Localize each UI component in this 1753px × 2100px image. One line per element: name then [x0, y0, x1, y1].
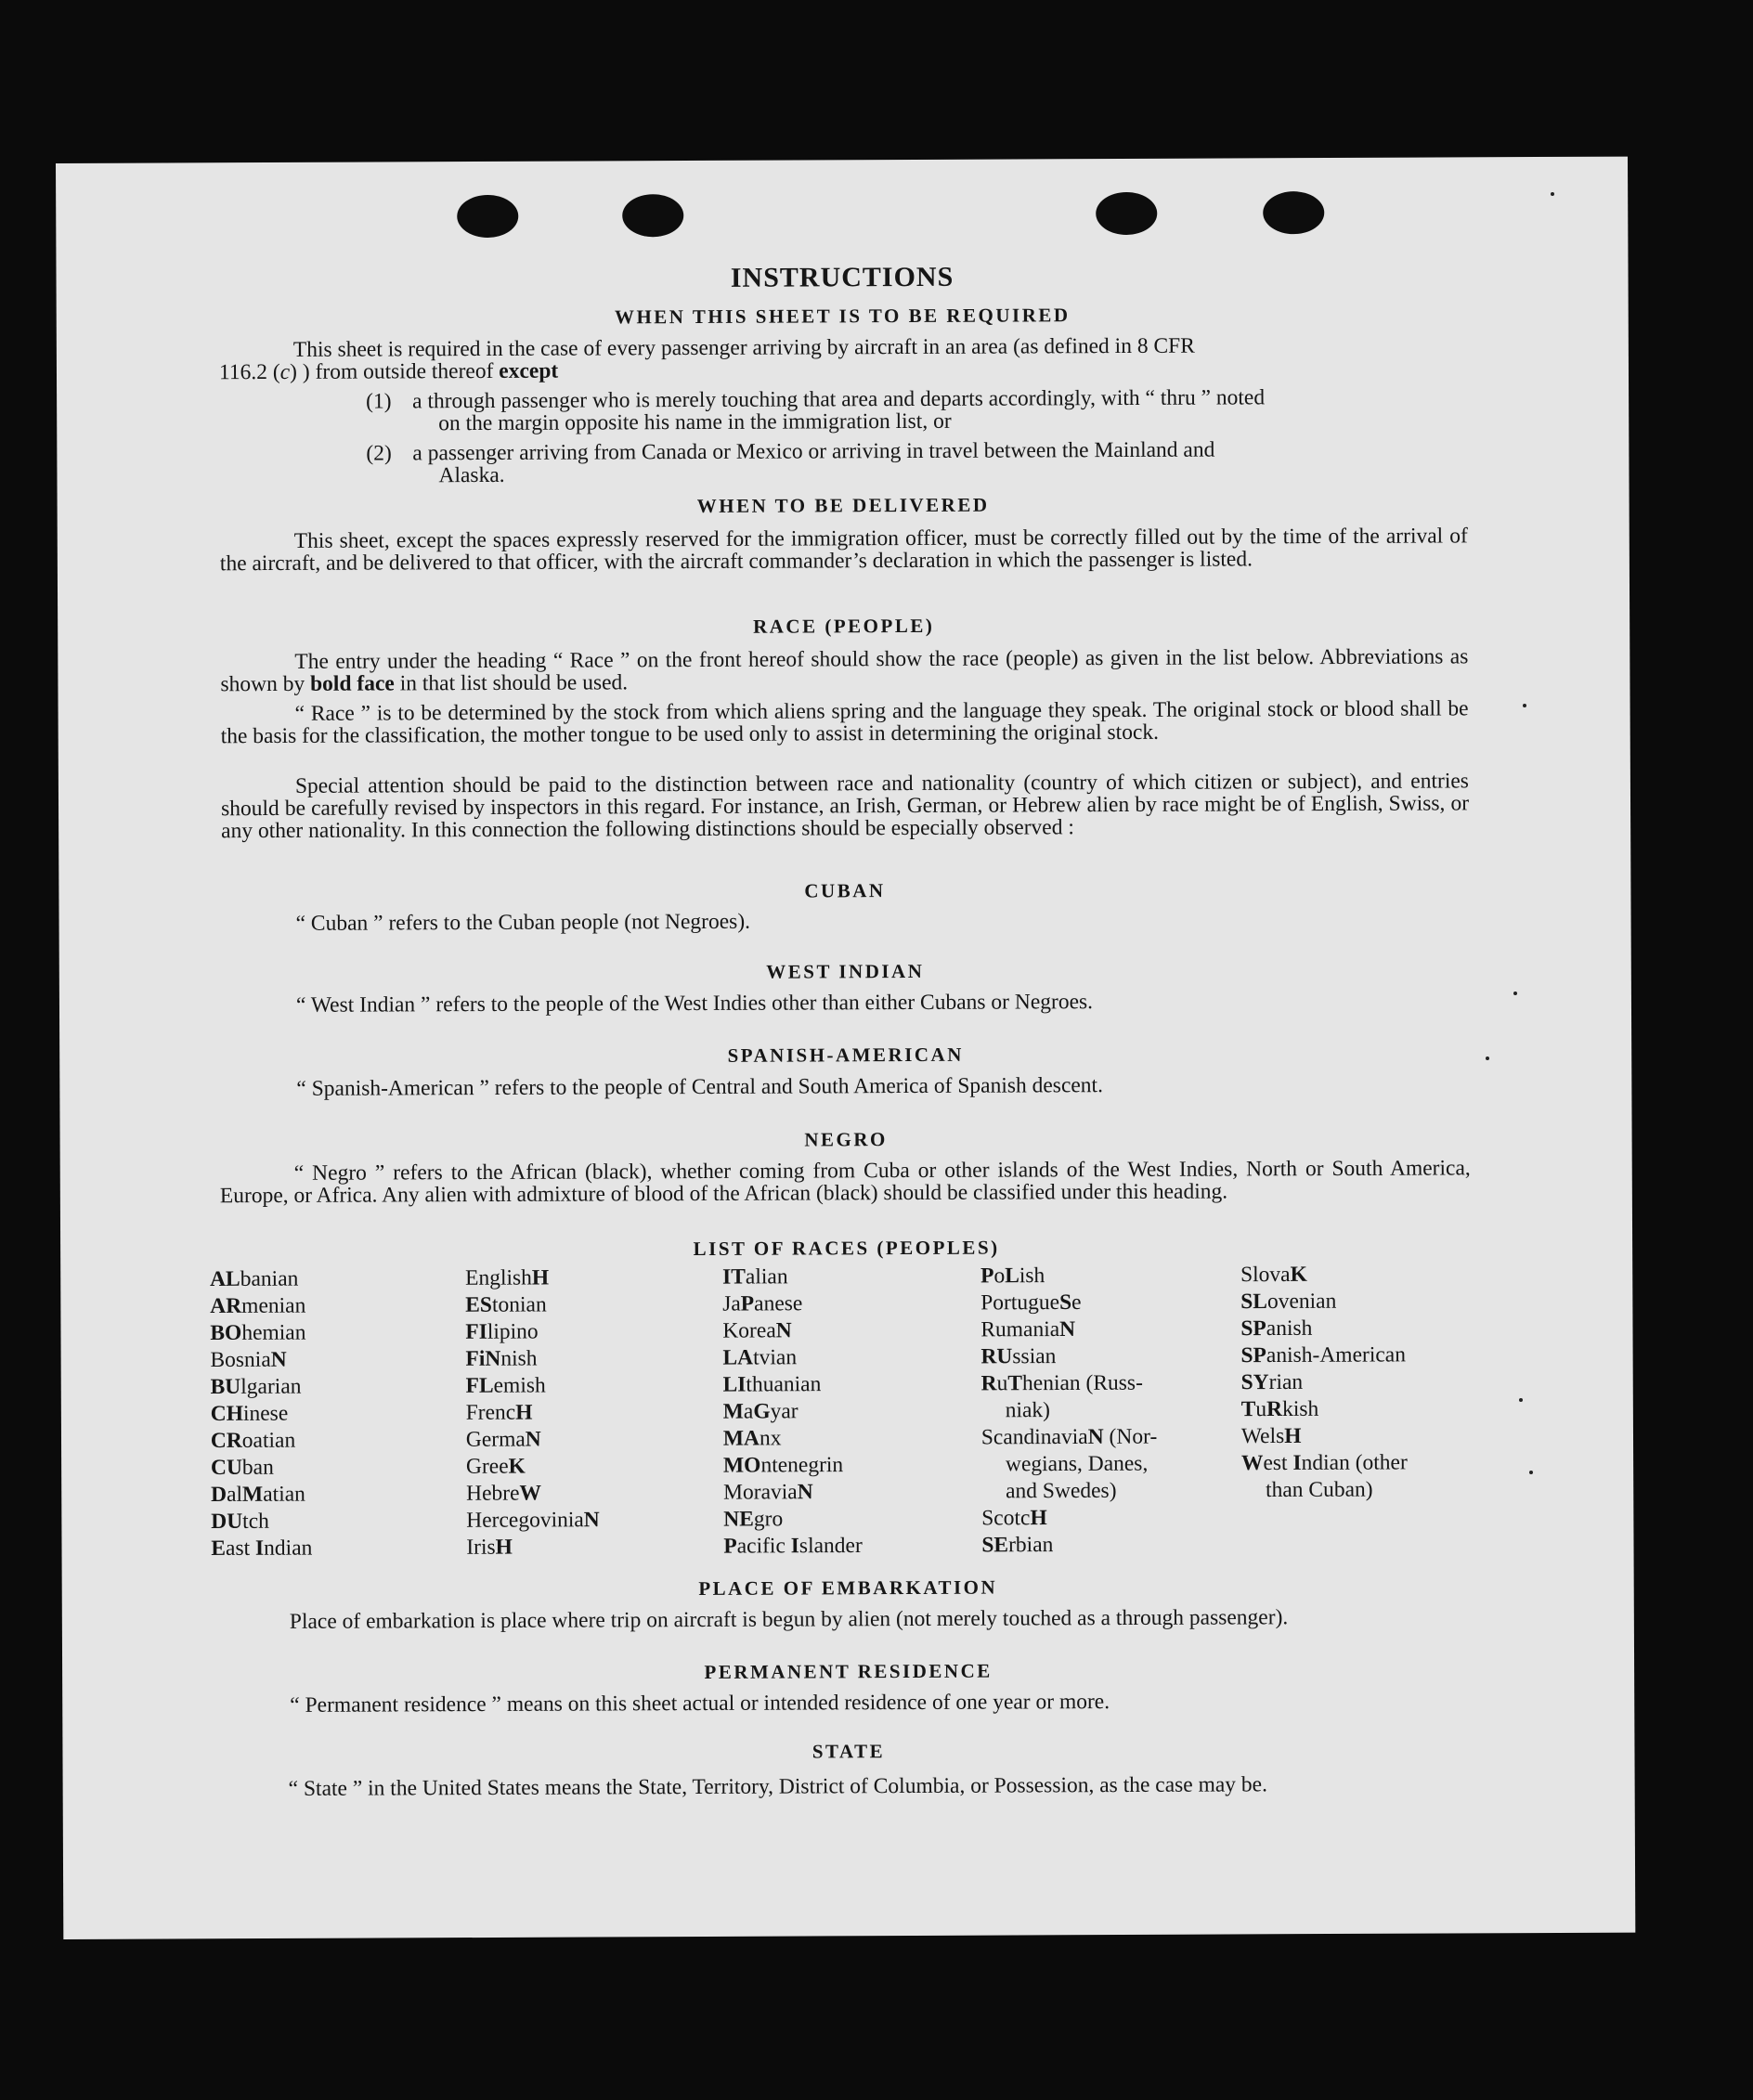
race-abbreviation: S — [1058, 1290, 1072, 1316]
race-text: Gree — [465, 1454, 509, 1479]
race-entry — [1240, 1342, 1407, 1369]
race-abbreviation: NE — [723, 1507, 754, 1532]
heading-state: STATE — [812, 1740, 886, 1763]
race-text: lgarian — [240, 1374, 302, 1399]
race-abbreviation: ES — [465, 1292, 492, 1317]
race-text: ish — [1019, 1264, 1045, 1289]
races-column-2 — [465, 1264, 600, 1562]
race-abbreviation: G — [753, 1399, 771, 1424]
race-text: Korea — [722, 1318, 776, 1343]
scan-speck — [1519, 1398, 1523, 1402]
race-text: nx — [759, 1426, 782, 1451]
races-column-3 — [722, 1264, 863, 1561]
exception-item-2 — [366, 437, 1467, 486]
residence-paragraph: “ Permanent residence ” means on this sheet actual or intended residence of one year or more. — [290, 1690, 1110, 1718]
race-abbreviation: AL — [210, 1266, 240, 1291]
heading-when-required: WHEN THIS SHEET IS TO BE REQUIRED — [614, 304, 1071, 329]
heading-spanish-american: SPANISH-AMERICAN — [727, 1043, 964, 1067]
race-abbreviation: CU — [210, 1455, 242, 1480]
race-text: yar — [770, 1399, 799, 1424]
race-text: est — [1263, 1450, 1293, 1476]
race-entry — [723, 1398, 863, 1426]
race-entry — [465, 1318, 599, 1346]
race-text: ovenian — [1266, 1289, 1337, 1315]
race-abbreviation: SY — [1240, 1370, 1269, 1395]
race-entry — [211, 1428, 312, 1455]
race-abbreviation: CR — [210, 1428, 242, 1453]
race-entry — [722, 1344, 862, 1372]
race-entry — [1240, 1288, 1407, 1316]
race-text: ssian — [1012, 1344, 1057, 1369]
race-entry — [722, 1290, 862, 1318]
race-entry — [722, 1264, 862, 1291]
race-entry — [980, 1263, 1157, 1290]
races-list — [210, 1261, 1511, 1573]
race-text: English — [465, 1265, 532, 1290]
race-abbreviation: FI — [465, 1319, 487, 1344]
race-abbreviation: M — [241, 1482, 264, 1507]
race-text: rbian — [1008, 1533, 1054, 1558]
race-abbreviation: T — [1007, 1371, 1023, 1396]
race-text: thuanian — [746, 1372, 822, 1397]
race-abbreviation: BO — [210, 1320, 242, 1345]
heading-embarkation: PLACE OF EMBARKATION — [698, 1575, 998, 1600]
intro-text: ) ) from outside thereof — [290, 358, 500, 384]
race-entry — [723, 1371, 863, 1399]
race-abbreviation: BU — [210, 1374, 241, 1399]
heading-cuban: CUBAN — [804, 879, 886, 902]
race-text: Rumania — [980, 1317, 1060, 1342]
race-entry — [723, 1533, 863, 1561]
item-text: a through passenger who is merely touching that area and departs accordingly, with “ thru ” noted — [412, 385, 1266, 414]
race-entry — [211, 1455, 312, 1482]
race-entry — [980, 1343, 1157, 1371]
race-text: Frenc — [465, 1400, 516, 1425]
state-paragraph: “ State ” in the United States means the State, Territory, District of Columbia, or Possession, as the case may be. — [288, 1772, 1268, 1801]
race-entry — [211, 1374, 312, 1401]
scan-speck — [1486, 1056, 1489, 1060]
heading-west-indian: WEST INDIAN — [766, 959, 925, 983]
race-text: Ja — [722, 1291, 741, 1316]
race-abbreviation: K — [1290, 1262, 1307, 1287]
race-text: Scotc — [981, 1506, 1031, 1531]
race-text: alian — [745, 1264, 788, 1290]
race-text: niak) — [1005, 1398, 1051, 1423]
race-text-bold: bold face — [310, 671, 395, 696]
race-text: slander — [799, 1533, 863, 1559]
race-entry — [1241, 1422, 1408, 1450]
race-abbreviation: P — [723, 1534, 737, 1559]
race-paragraph-3: Special attention should be paid to the distinction between race and nationality (country of which citizen or subject), and entries should be carefully revised by inspectors in this regard. For instance, an Irish, German, or Hebrew alien by race might be of English, Swiss, or any other nationality. In this connection the following distinctions should be especially observed : — [220, 769, 1470, 844]
race-entry — [1241, 1476, 1408, 1504]
document-page — [56, 157, 1635, 1939]
race-abbreviation: W — [1240, 1451, 1264, 1476]
race-text: tch — [242, 1509, 269, 1534]
race-paragraph-2: “ Race ” is to be determined by the stock from which aliens spring and the language they speak. The original stock or blood shall be the basis for the classification, the mother tongue to be used only to assist in determining the original stock. — [220, 696, 1469, 749]
race-text: rian — [1268, 1369, 1304, 1395]
race-text: wegians, Danes, — [1005, 1451, 1149, 1477]
race-text: Moravia — [723, 1480, 798, 1505]
race-abbreviation: SP — [1240, 1316, 1266, 1342]
race-entry — [723, 1506, 863, 1534]
race-text: ndian — [264, 1536, 313, 1561]
race-entry — [210, 1266, 311, 1293]
item-text: a passenger arriving from Canada or Mexico or arriving in travel between the Mainland and — [412, 437, 1215, 466]
race-abbreviation: FiN — [465, 1346, 501, 1371]
race-abbreviation: H — [1030, 1506, 1047, 1531]
race-text: atian — [263, 1482, 305, 1507]
race-text: oatian — [241, 1428, 296, 1453]
race-entry — [466, 1372, 600, 1400]
race-abbreviation: T — [1240, 1397, 1256, 1422]
negro-paragraph: “ Negro ” refers to the African (black), whether coming from Cuba or other islands of the West Indies, North or South America, Europe, or Africa. Any alien with admixture of blood of the African (black) should be classified under this heading. — [219, 1156, 1471, 1209]
race-entry — [1241, 1449, 1408, 1477]
race-abbreviation: IT — [721, 1264, 746, 1290]
race-abbreviation: N — [270, 1347, 287, 1372]
race-abbreviation: RU — [980, 1344, 1013, 1369]
race-abbreviation: H — [531, 1265, 550, 1290]
item-text: on the margin opposite his name in the immigration list, or — [438, 408, 952, 436]
race-entry — [980, 1370, 1157, 1398]
race-entry — [465, 1291, 599, 1319]
intro-line-2 — [219, 356, 1467, 383]
race-abbreviation: N — [775, 1318, 792, 1343]
race-abbreviation: R — [980, 1371, 997, 1396]
race-text: Scandinavia — [980, 1424, 1088, 1450]
race-abbreviation: I — [790, 1534, 799, 1559]
page-title: INSTRUCTIONS — [730, 261, 954, 293]
race-abbreviation: R — [1266, 1396, 1283, 1422]
race-paragraph-1 — [220, 645, 1468, 695]
cuban-paragraph: “ Cuban ” refers to the Cuban people (not Negroes). — [295, 909, 751, 936]
race-entry — [981, 1505, 1158, 1533]
race-text: u — [996, 1371, 1008, 1396]
item-number: (1) — [366, 389, 392, 414]
race-abbreviation: L — [1005, 1264, 1019, 1289]
race-text: Iris — [466, 1535, 496, 1560]
race-abbreviation: SE — [981, 1533, 1009, 1558]
race-abbreviation: P — [980, 1264, 994, 1289]
race-text: kish — [1282, 1396, 1319, 1421]
race-abbreviation: M — [722, 1399, 744, 1424]
race-entry — [210, 1320, 311, 1347]
race-abbreviation: H — [495, 1535, 513, 1560]
race-abbreviation: MA — [722, 1426, 760, 1451]
race-abbreviation: D — [211, 1482, 227, 1507]
race-text: (Nor- — [1103, 1424, 1158, 1449]
heading-race: RACE (PEOPLE) — [753, 614, 935, 638]
race-abbreviation: CH — [210, 1401, 244, 1426]
race-entry — [466, 1507, 600, 1535]
race-entry — [210, 1347, 311, 1374]
scan-speck — [1529, 1471, 1533, 1474]
race-entry — [981, 1397, 1158, 1425]
heading-when-delivered: WHEN TO BE DELIVERED — [696, 493, 990, 517]
race-text: anish-American — [1266, 1342, 1407, 1368]
race-text: tonian — [491, 1292, 547, 1317]
race-entry — [1241, 1395, 1408, 1423]
race-entry — [211, 1482, 312, 1509]
race-entry — [723, 1479, 863, 1507]
scan-speck — [1513, 992, 1517, 995]
item-number: (2) — [366, 441, 392, 466]
race-entry — [466, 1534, 600, 1562]
race-text: hemian — [241, 1320, 306, 1345]
race-text: in that list should be used. — [394, 670, 629, 696]
race-text: The entry under the heading “ Race ” on the front hereof should show the race (people) as given in the list below. Abbreviations as shown by — [220, 644, 1469, 697]
race-abbreviation: N — [1087, 1424, 1104, 1449]
punch-hole — [622, 194, 683, 237]
race-entry — [980, 1290, 1157, 1317]
race-text: ndian (other — [1301, 1450, 1408, 1475]
west-indian-paragraph: “ West Indian ” refers to the people of the West Indies other than either Cubans or Negroes. — [295, 990, 1094, 1018]
race-abbreviation: I — [254, 1536, 265, 1561]
scan-speck — [1551, 192, 1554, 196]
race-entry — [210, 1293, 311, 1320]
race-abbreviation: N — [1059, 1316, 1076, 1342]
race-entry — [1240, 1315, 1407, 1342]
race-entry — [465, 1345, 599, 1373]
race-text: ntenegrin — [760, 1453, 844, 1478]
races-column-5 — [1240, 1261, 1408, 1504]
race-text: Portugue — [980, 1290, 1060, 1316]
intro-paragraph — [219, 333, 1467, 383]
race-abbreviation: N — [525, 1427, 541, 1452]
race-text: henian (Russ- — [1021, 1370, 1143, 1396]
scan-speck — [1523, 704, 1526, 707]
intro-text: 116.2 ( — [218, 359, 280, 385]
race-entry — [466, 1426, 600, 1454]
race-abbreviation: AR — [210, 1293, 242, 1318]
delivered-paragraph: This sheet, except the spaces expressly reserved for the immigration officer, must be correctly filled out by the time of the arrival of the aircraft, and be delivered to that officer, with the aircraft commander’s declaration in which the passenger is listed. — [219, 524, 1468, 577]
race-entry — [211, 1509, 312, 1536]
race-text: e — [1071, 1290, 1082, 1315]
race-entry — [723, 1425, 863, 1453]
heading-permanent-residence: PERMANENT RESIDENCE — [704, 1659, 993, 1683]
race-text: al — [227, 1482, 243, 1507]
race-abbreviation: H — [515, 1400, 533, 1425]
race-text: o — [993, 1264, 1006, 1289]
intro-line-1: This sheet is required in the case of every passenger arriving by aircraft in an area (as defined in 8 CFR — [292, 333, 1195, 362]
race-abbreviation: P — [740, 1291, 755, 1316]
intro-text-bold: except — [499, 358, 559, 383]
race-text: tvian — [753, 1345, 798, 1370]
race-abbreviation: MO — [722, 1453, 761, 1478]
race-text: menian — [241, 1293, 306, 1318]
race-entry — [211, 1401, 312, 1428]
race-text: and Swedes) — [1006, 1478, 1117, 1504]
race-abbreviation: SL — [1240, 1290, 1267, 1315]
race-entry — [981, 1451, 1158, 1479]
race-text: u — [1255, 1397, 1267, 1422]
punch-hole — [457, 195, 518, 238]
race-text: Germa — [465, 1427, 526, 1452]
race-text: lipino — [487, 1319, 539, 1344]
race-entry — [466, 1480, 600, 1508]
spanish-american-paragraph: “ Spanish-American ” refers to the people of Central and South America of Spanish descent. — [296, 1073, 1103, 1101]
race-text: anish — [1266, 1316, 1313, 1342]
punch-hole — [1263, 191, 1324, 234]
race-entry — [211, 1536, 312, 1562]
race-entry — [1240, 1368, 1407, 1396]
race-text: ban — [241, 1455, 274, 1480]
race-text: Bosnia — [210, 1347, 271, 1372]
intro-text-italic: c — [279, 359, 291, 384]
race-text: than Cuban) — [1266, 1477, 1373, 1503]
race-entry — [722, 1317, 862, 1345]
race-abbreviation: K — [508, 1454, 526, 1479]
race-abbreviation: FL — [465, 1373, 494, 1398]
race-abbreviation: N — [797, 1480, 813, 1505]
race-text: ast — [225, 1536, 256, 1561]
item-text: Alaska. — [438, 462, 505, 488]
embarkation-paragraph: Place of embarkation is place where trip on aircraft is begun by alien (not merely touched as a through passenger). — [289, 1605, 1289, 1634]
race-entry — [1240, 1261, 1407, 1289]
race-entry — [981, 1478, 1158, 1506]
punch-hole — [1096, 192, 1157, 235]
race-text: banian — [240, 1266, 299, 1291]
race-abbreviation: DU — [211, 1509, 243, 1534]
race-abbreviation: I — [1292, 1450, 1302, 1475]
race-text: anese — [754, 1291, 803, 1316]
race-text: emish — [493, 1373, 546, 1398]
race-abbreviation: N — [583, 1508, 600, 1533]
race-text: acific — [736, 1534, 791, 1559]
race-text: Hebre — [466, 1481, 520, 1506]
race-text: Hercegovinia — [466, 1508, 584, 1533]
race-entry — [465, 1264, 599, 1292]
heading-negro: NEGRO — [804, 1128, 888, 1151]
heading-list-of-races: LIST OF RACES (PEOPLES) — [693, 1236, 1000, 1261]
race-entry — [466, 1399, 600, 1427]
race-text: Wels — [1240, 1423, 1285, 1449]
race-abbreviation: LA — [722, 1345, 754, 1370]
race-text: inese — [242, 1401, 289, 1426]
race-abbreviation: SP — [1240, 1343, 1266, 1368]
race-abbreviation: E — [211, 1536, 227, 1561]
race-entry — [981, 1424, 1158, 1452]
race-entry — [981, 1532, 1158, 1560]
race-entry — [980, 1316, 1157, 1344]
races-column-4 — [980, 1263, 1158, 1560]
race-text: Slova — [1240, 1262, 1291, 1288]
exception-item-1 — [366, 385, 1467, 434]
race-text: nish — [500, 1346, 538, 1371]
race-abbreviation: W — [519, 1481, 542, 1506]
race-text: a — [743, 1399, 754, 1424]
race-abbreviation: LI — [722, 1372, 747, 1397]
race-text: gro — [753, 1507, 784, 1532]
race-entry — [723, 1452, 863, 1480]
races-column-1 — [210, 1266, 312, 1562]
race-entry — [466, 1453, 600, 1481]
race-abbreviation: H — [1284, 1423, 1302, 1448]
